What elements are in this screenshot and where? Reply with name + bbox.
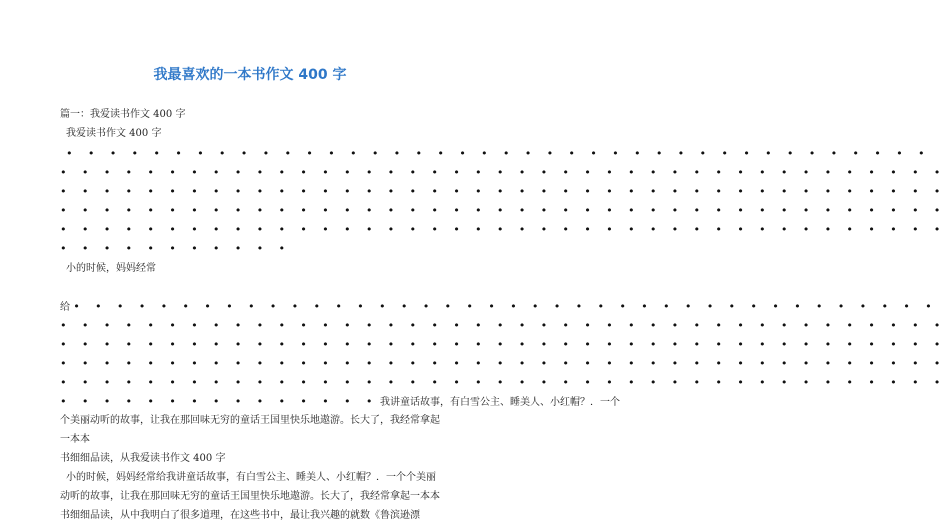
document-title: 我最喜欢的一本书作文 400 字 bbox=[153, 67, 347, 83]
paragraph-text: 小的时候，妈妈经常 bbox=[66, 263, 156, 274]
sub-heading: 我爱读书作文 400 字 bbox=[66, 128, 162, 139]
story-text: 书细细品读，从中我明白了很多道理，在这些书中，最让我兴趣的就数《鲁滨逊漂 bbox=[60, 510, 420, 521]
paragraph-text bbox=[60, 395, 620, 410]
dot-row: • • • • • • • • • • • • • • • • • • • • • • • • • • • • • • • • • • • • • • • • • bbox=[60, 185, 945, 198]
story-text: 动听的故事，让我在那回味无穷的童话王国里快乐地遨游。长大了，我经常拿起一本本 bbox=[60, 491, 440, 502]
story-text: 书细细品读，从我爱读书作文 400 字 bbox=[60, 453, 226, 464]
dot-row: • • • • • • • • • • • • • • • • • • • • • • • • • • • • • • • • • • • • • • • • • bbox=[60, 223, 945, 236]
dot-row: • • • • • • • • • • • • • • • bbox=[60, 395, 377, 408]
dot-row: • • • • • • • • • • • • • • • • • • • • • • • • • • • • • • • • • • • • • • • • bbox=[66, 147, 929, 160]
story-text: 小的时候，妈妈经常给我讲童话故事，有白雪公主、睡美人、小红帽？．一个个美丽 bbox=[66, 472, 436, 483]
dot-row: • • • • • • • • • • • • • • • • • • • • • • • • • • • • • • • • • • • • • • • • • bbox=[60, 166, 945, 179]
dot-row: • • • • • • • • • • • • • • • • • • • • • • • • • • • • • • • • • • • • • • • • • bbox=[60, 376, 945, 389]
story-text: 我讲童话故事，有白雪公主、睡美人、小红帽？．一个 bbox=[379, 397, 620, 408]
story-text: 个美丽动听的故事，让我在那回味无穷的童话王国里快乐地遨游。长大了，我经常拿起 bbox=[60, 415, 440, 426]
paragraph-text bbox=[60, 300, 936, 315]
dot-row: • • • • • • • • • • • • • • • • • • • • • • • • • • • • • • • • • • • • • • • • bbox=[73, 300, 937, 313]
section-heading: 篇一：我爱读书作文 400 字 bbox=[60, 109, 186, 120]
dot-row: • • • • • • • • • • • • • • • • • • • • • • • • • • • • • • • • • • • • • • • • • bbox=[60, 357, 945, 370]
give-prefix: 给 bbox=[60, 302, 70, 313]
dot-row: • • • • • • • • • • • • • • • • • • • • • • • • • • • • • • • • • • • • • • • • • bbox=[60, 338, 945, 351]
dot-row: • • • • • • • • • • • • • • • • • • • • • • • • • • • • • • • • • • • • • • • • • bbox=[60, 319, 945, 332]
dot-row: • • • • • • • • • • • • • • • • • • • • • • • • • • • • • • • • • • • • • • • • • bbox=[60, 204, 945, 217]
dot-row: • • • • • • • • • • • bbox=[60, 242, 290, 255]
story-text: 一本本 bbox=[60, 434, 90, 445]
